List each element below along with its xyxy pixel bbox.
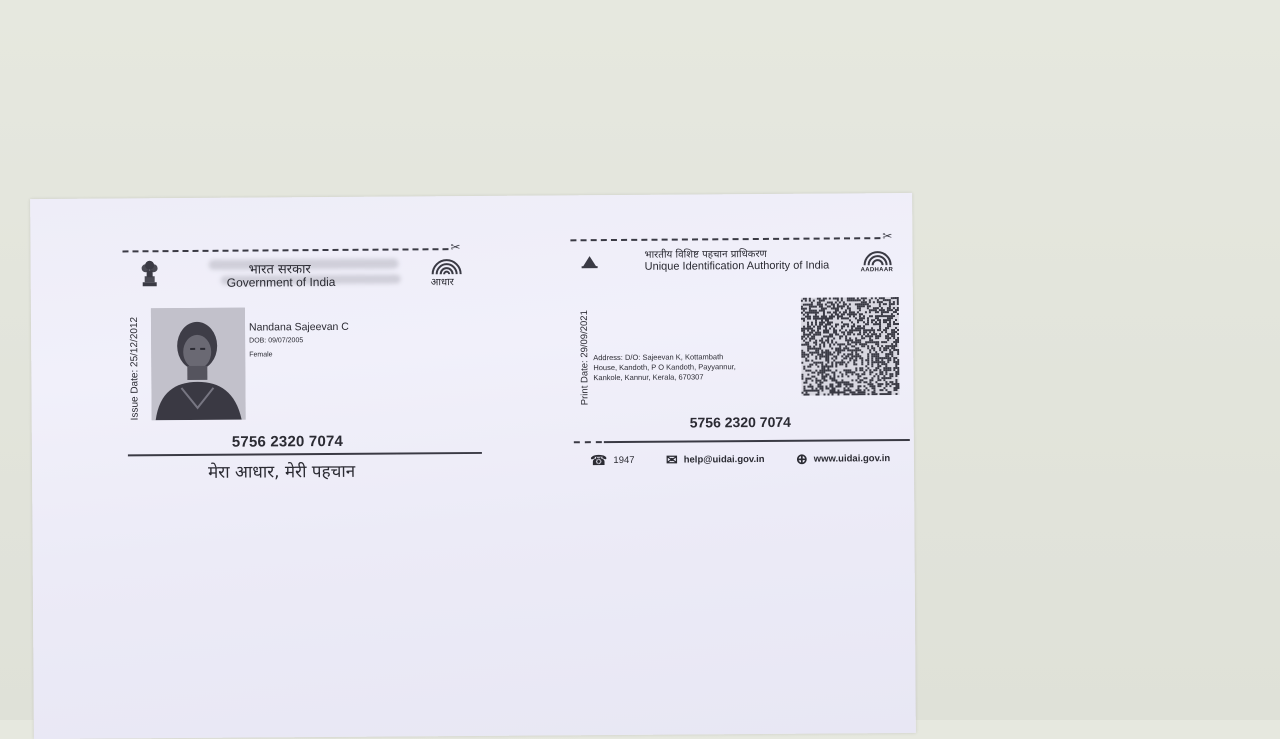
- front-cut-line: [122, 248, 448, 252]
- government-hindi-label: भारत सरकार: [248, 262, 311, 278]
- address-block: [593, 352, 773, 383]
- print-date: Print Date: 29/09/2021: [578, 310, 591, 406]
- holder-dob: DOB: 09/07/2005: [249, 337, 304, 345]
- globe-icon: ⊕: [795, 450, 808, 467]
- front-divider: [128, 452, 482, 456]
- aadhaar-number-front: 5756 2320 7074: [231, 432, 344, 451]
- authority-hindi-label: भारतीय विशिष्ट पहचान प्राधिकरण: [644, 248, 767, 261]
- qr-code: [801, 297, 900, 396]
- aadhaar-printout: [30, 193, 916, 739]
- issue-date: Issue Date: 25/12/2012: [128, 316, 141, 421]
- address-line-3: Kankole, Kannur, Kerala, 670307: [593, 372, 704, 383]
- uidai-logo-icon: [581, 253, 599, 269]
- aadhaar-number-back: 5756 2320 7074: [689, 413, 791, 431]
- tagline: मेरा आधार, मेरी पहचान: [207, 461, 356, 483]
- website-url: www.uidai.gov.in: [813, 452, 891, 465]
- address-line-1: Address: D/O: Sajeevan K, Kottambath: [593, 352, 724, 363]
- scissors-icon: ✂: [882, 229, 893, 244]
- back-cut-line: [570, 237, 880, 241]
- national-emblem-icon: [139, 256, 161, 288]
- back-divider: [604, 439, 910, 443]
- aadhaar-hindi-label: आधार: [430, 277, 454, 289]
- footer-website: [796, 451, 890, 466]
- holder-gender: Female: [249, 351, 273, 359]
- phone-number: 1947: [613, 454, 635, 466]
- holder-name: Nandana Sajeevan C: [248, 320, 349, 334]
- scissors-icon: ✂: [450, 240, 461, 255]
- address-line-2: House, Kandoth, P O Kandoth, Payyannur,: [593, 362, 736, 373]
- footer-email: [666, 452, 765, 467]
- email-address: help@uidai.gov.in: [683, 453, 765, 466]
- aadhaar-english-label: AADHAAR: [860, 267, 894, 274]
- authority-english-label: Unique Identification Authority of India: [644, 259, 830, 273]
- holder-photo: [151, 308, 246, 421]
- footer-phone: [590, 453, 635, 467]
- government-english-label: Government of India: [226, 274, 336, 290]
- back-bottom-cut-line: [574, 441, 602, 443]
- mail-icon: ✉: [665, 451, 678, 468]
- phone-icon: ☎: [589, 452, 608, 469]
